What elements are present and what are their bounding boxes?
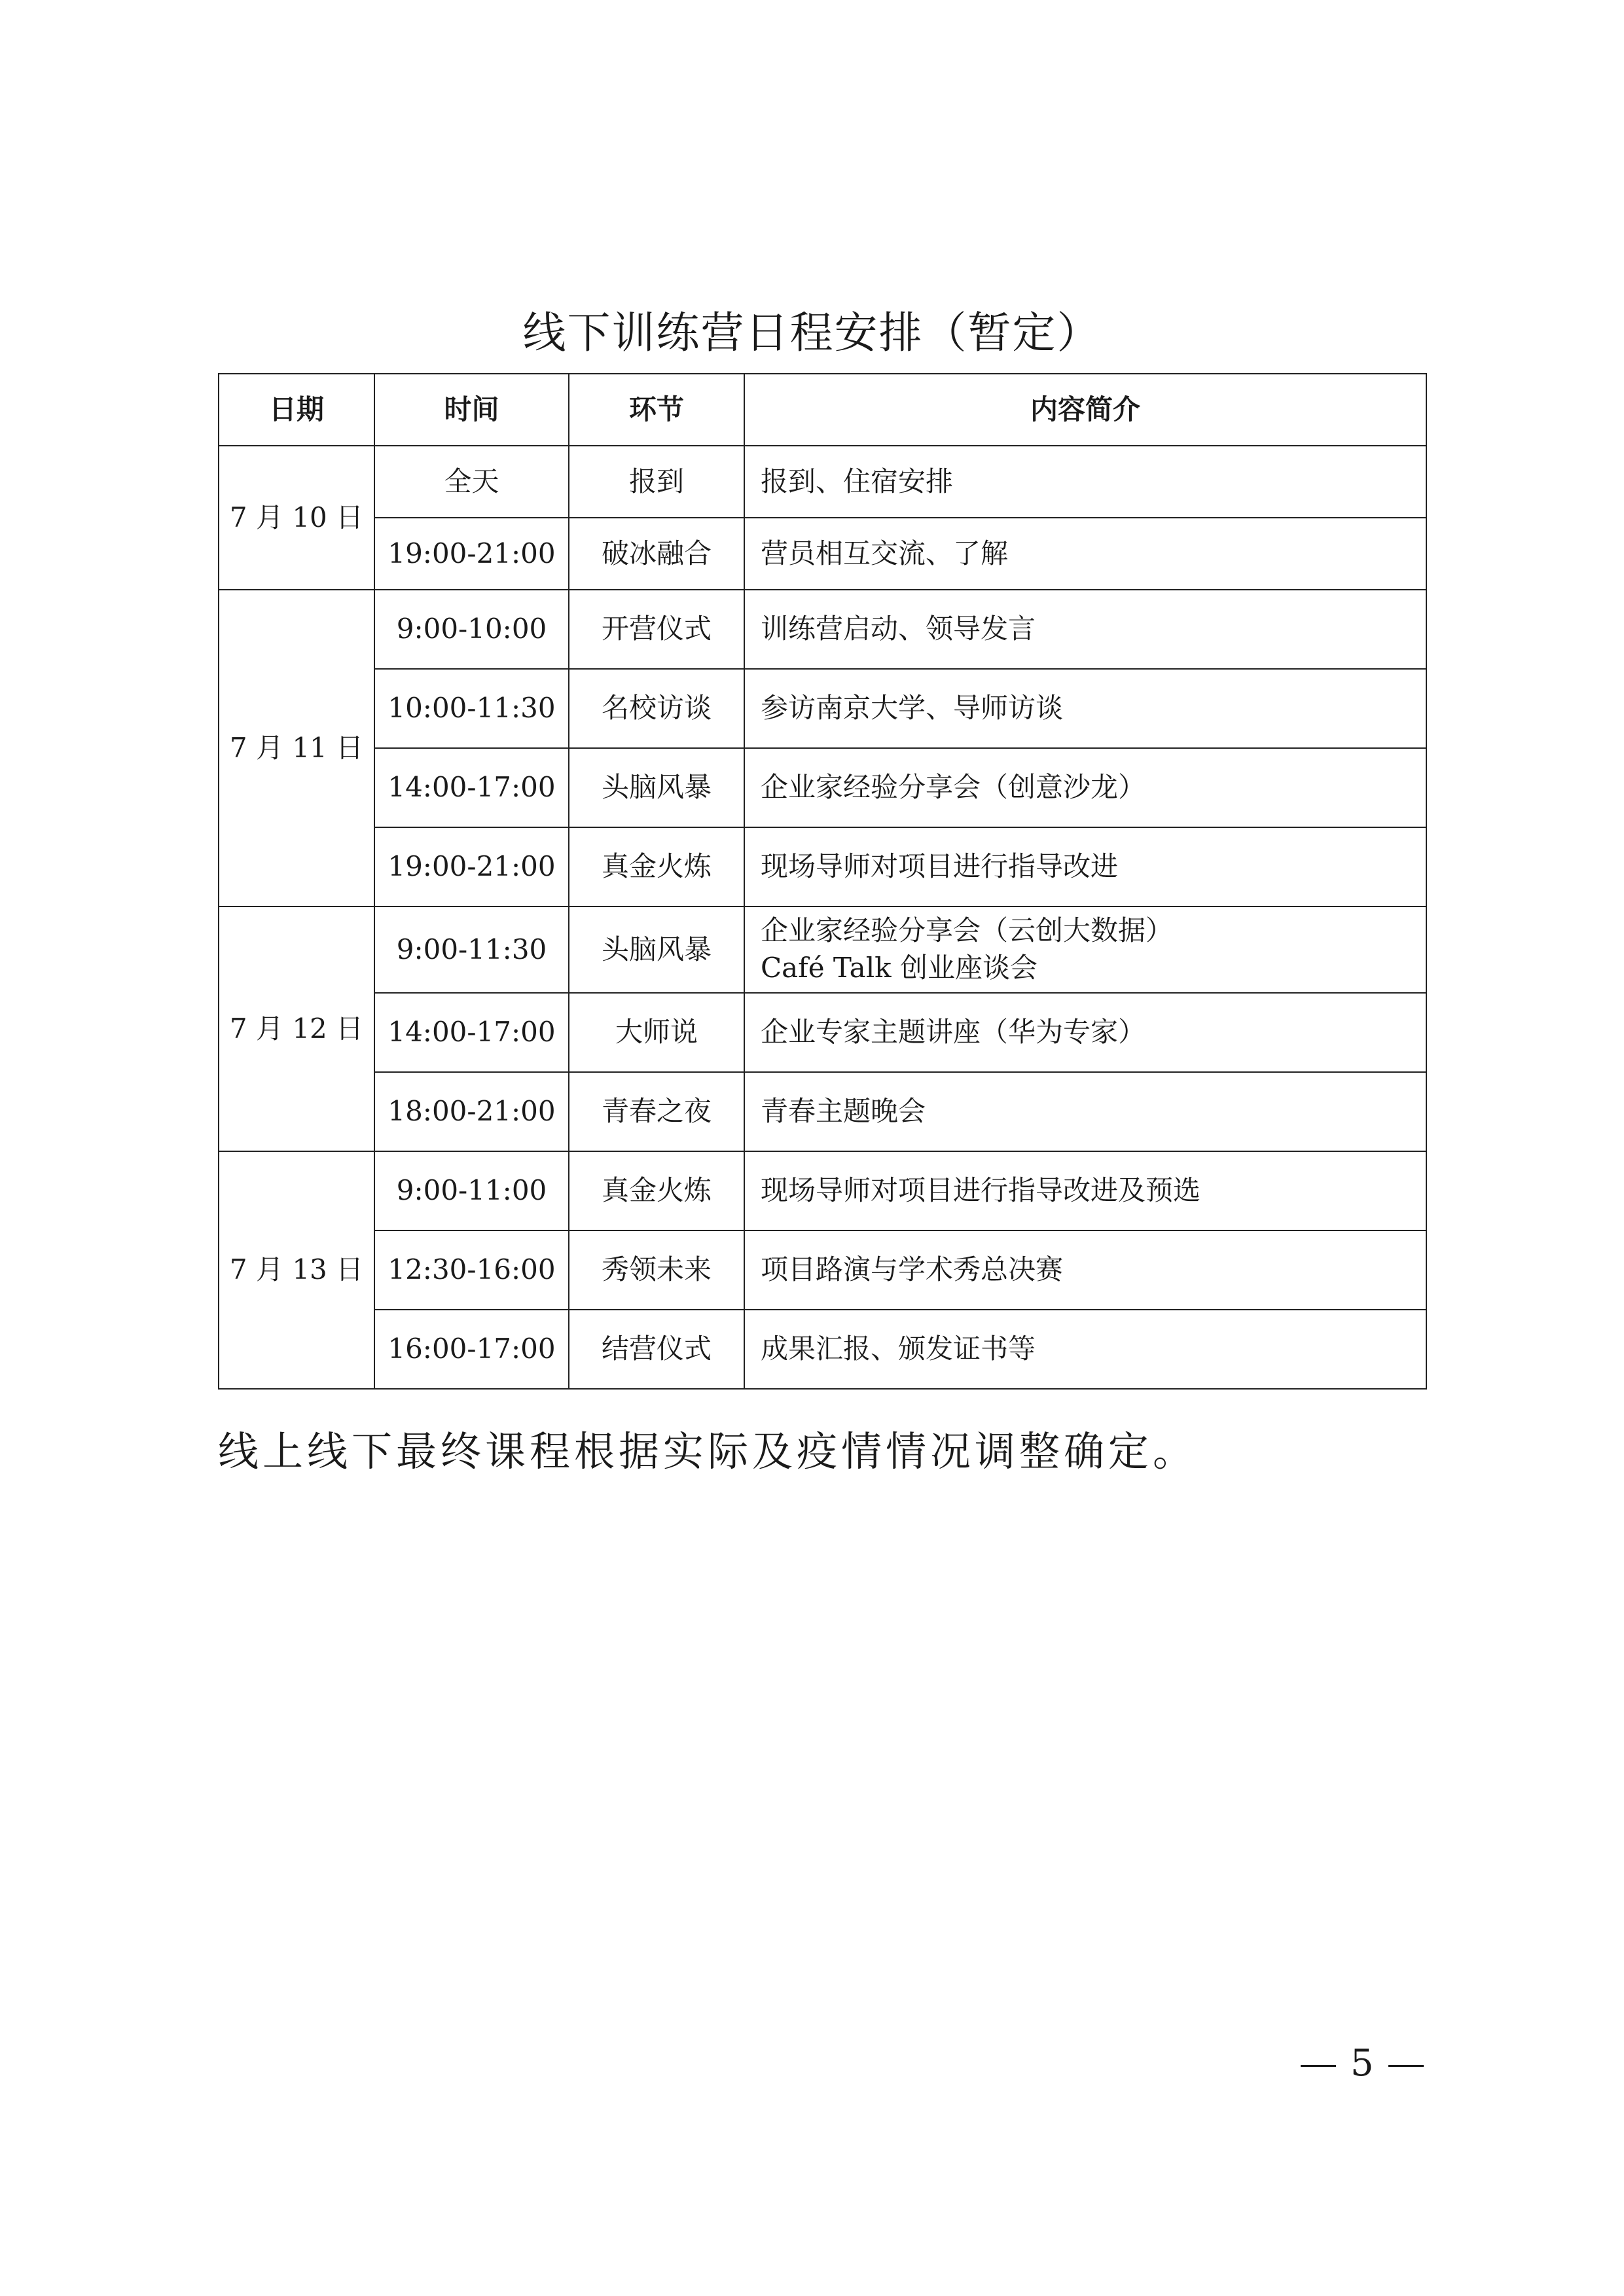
header-date: 日期 [219, 374, 374, 446]
date-cell: 7 月 11 日 [219, 590, 374, 906]
description-cell: 青春主题晚会 [744, 1072, 1426, 1151]
description-cell: 报到、住宿安排 [744, 446, 1426, 518]
table-row [219, 446, 1426, 518]
table-row [219, 590, 1426, 669]
segment-cell: 头脑风暴 [569, 906, 744, 993]
header-segment: 环节 [569, 374, 744, 446]
table-row [219, 993, 1426, 1072]
time-cell: 9:00-11:00 [374, 1151, 569, 1230]
segment-cell: 青春之夜 [569, 1072, 744, 1151]
table-row [219, 1072, 1426, 1151]
segment-cell: 大师说 [569, 993, 744, 1072]
time-cell: 14:00-17:00 [374, 748, 569, 827]
description-cell: 营员相互交流、了解 [744, 518, 1426, 590]
description-cell: 现场导师对项目进行指导改进 [744, 827, 1426, 906]
time-cell: 18:00-21:00 [374, 1072, 569, 1151]
segment-cell: 真金火炼 [569, 827, 744, 906]
time-cell: 9:00-11:30 [374, 906, 569, 993]
segment-cell: 结营仪式 [569, 1310, 744, 1389]
description-cell: 训练营启动、领导发言 [744, 590, 1426, 669]
segment-cell: 真金火炼 [569, 1151, 744, 1230]
segment-cell: 头脑风暴 [569, 748, 744, 827]
page-number-value: 5 [1350, 2042, 1374, 2085]
description-cell: 企业专家主题讲座（华为专家） [744, 993, 1426, 1072]
segment-cell: 报到 [569, 446, 744, 518]
description-cell [744, 906, 1426, 993]
description-line: 企业家经验分享会（云创大数据） [761, 914, 1174, 947]
page-title: 线下训练营日程安排（暂定） [522, 308, 1102, 358]
description-cell: 项目路演与学术秀总决赛 [744, 1230, 1426, 1310]
header-description: 内容简介 [744, 374, 1426, 446]
segment-cell: 破冰融合 [569, 518, 744, 590]
description-cell: 现场导师对项目进行指导改进及预选 [744, 1151, 1426, 1230]
table-header-row [219, 374, 1426, 446]
time-cell: 全天 [374, 446, 569, 518]
table-row [219, 669, 1426, 748]
table-row [219, 748, 1426, 827]
segment-cell: 秀领未来 [569, 1230, 744, 1310]
time-cell: 9:00-10:00 [374, 590, 569, 669]
time-cell: 10:00-11:30 [374, 669, 569, 748]
page-dash-right [1388, 2065, 1424, 2067]
description-cell: 企业家经验分享会（创意沙龙） [744, 748, 1426, 827]
footnote: 线上线下最终课程根据实际及疫情情况调整确定。 [218, 1427, 1198, 1475]
time-cell: 12:30-16:00 [374, 1230, 569, 1310]
date-cell: 7 月 13 日 [219, 1151, 374, 1389]
description-cell: 成果汇报、颁发证书等 [744, 1310, 1426, 1389]
table-row [219, 827, 1426, 906]
description-cell: 参访南京大学、导师访谈 [744, 669, 1426, 748]
header-time: 时间 [374, 374, 569, 446]
date-cell: 7 月 10 日 [219, 446, 374, 590]
table-row [219, 1310, 1426, 1389]
segment-cell: 名校访谈 [569, 669, 744, 748]
description-line: Café Talk 创业座谈会 [761, 952, 1038, 984]
table-row [219, 518, 1426, 590]
time-cell: 14:00-17:00 [374, 993, 569, 1072]
time-cell: 16:00-17:00 [374, 1310, 569, 1389]
segment-cell: 开营仪式 [569, 590, 744, 669]
table-row [219, 1230, 1426, 1310]
table-row [219, 906, 1426, 993]
time-cell: 19:00-21:00 [374, 518, 569, 590]
page-number [1286, 2042, 1438, 2085]
table-row [219, 1151, 1426, 1230]
date-cell: 7 月 12 日 [219, 906, 374, 1151]
page-dash-left [1301, 2065, 1336, 2067]
time-cell: 19:00-21:00 [374, 827, 569, 906]
schedule-table [218, 373, 1427, 1390]
